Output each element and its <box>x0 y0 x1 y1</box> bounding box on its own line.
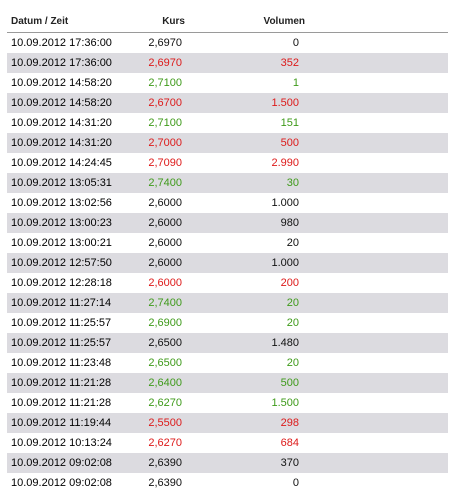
trade-price: 2,5500 <box>148 417 182 429</box>
trade-datetime: 10.09.2012 13:00:21 <box>11 237 112 249</box>
table-row <box>7 93 448 113</box>
table-row <box>7 133 448 153</box>
trade-datetime: 10.09.2012 11:27:14 <box>11 297 112 309</box>
trade-price: 2,7400 <box>148 177 182 189</box>
trade-volume: 1.480 <box>271 337 299 349</box>
table-row <box>7 153 448 173</box>
trade-price: 2,6900 <box>148 317 182 329</box>
trade-price: 2,6390 <box>148 477 182 489</box>
trade-price: 2,7100 <box>148 117 182 129</box>
table-row <box>7 433 448 453</box>
trade-volume: 500 <box>280 377 299 389</box>
trade-price: 2,6000 <box>148 237 182 249</box>
trade-price: 2,6270 <box>148 437 182 449</box>
table-row <box>7 53 448 73</box>
trade-volume: 0 <box>292 477 299 489</box>
trade-price: 2,7400 <box>148 297 182 309</box>
trade-price: 2,6000 <box>148 257 182 269</box>
trade-datetime: 10.09.2012 11:25:57 <box>11 317 112 329</box>
trade-datetime: 10.09.2012 14:31:20 <box>11 117 112 129</box>
trade-price: 2,6970 <box>148 37 182 49</box>
table-body <box>7 33 448 493</box>
trade-volume: 1.500 <box>271 397 299 409</box>
trade-datetime: 10.09.2012 12:57:50 <box>11 257 112 269</box>
trade-price: 2,6390 <box>148 457 182 469</box>
trade-volume: 1.000 <box>271 197 299 209</box>
trade-datetime: 10.09.2012 14:58:20 <box>11 77 112 89</box>
trade-price: 2,6400 <box>148 377 182 389</box>
trade-volume: 151 <box>280 117 299 129</box>
trade-price: 2,7000 <box>148 137 182 149</box>
trade-datetime: 10.09.2012 17:36:00 <box>11 37 112 49</box>
trade-price: 2,7090 <box>148 157 182 169</box>
column-header-price[interactable]: Kurs <box>162 16 185 27</box>
table-row <box>7 413 448 433</box>
trade-volume: 500 <box>280 137 299 149</box>
trade-datetime: 10.09.2012 13:00:23 <box>11 217 112 229</box>
column-header-datetime[interactable]: Datum / Zeit <box>11 16 69 27</box>
table-row <box>7 113 448 133</box>
table-row <box>7 73 448 93</box>
trade-volume: 20 <box>286 357 299 369</box>
table-row <box>7 173 448 193</box>
trade-volume: 298 <box>280 417 299 429</box>
trade-datetime: 10.09.2012 09:02:08 <box>11 477 112 489</box>
table-row <box>7 233 448 253</box>
trade-price: 2,6500 <box>148 337 182 349</box>
trade-volume: 1 <box>292 77 299 89</box>
trade-volume: 30 <box>286 177 299 189</box>
trade-datetime: 10.09.2012 12:28:18 <box>11 277 112 289</box>
trade-price: 2,6270 <box>148 397 182 409</box>
trade-volume: 20 <box>286 317 299 329</box>
trade-volume: 2.990 <box>271 157 299 169</box>
table-row <box>7 273 448 293</box>
table-row <box>7 313 448 333</box>
trade-price: 2,6000 <box>148 277 182 289</box>
trade-datetime: 10.09.2012 13:05:31 <box>11 177 112 189</box>
trade-price: 2,7100 <box>148 77 182 89</box>
trade-volume: 200 <box>280 277 299 289</box>
trade-volume: 1.500 <box>271 97 299 109</box>
trade-price: 2,6970 <box>148 57 182 69</box>
trades-table <box>7 10 448 493</box>
table-row <box>7 213 448 233</box>
trade-datetime: 10.09.2012 11:19:44 <box>11 417 112 429</box>
trade-volume: 20 <box>286 297 299 309</box>
trade-volume: 20 <box>286 237 299 249</box>
trade-datetime: 10.09.2012 14:58:20 <box>11 97 112 109</box>
table-row <box>7 333 448 353</box>
trade-datetime: 10.09.2012 11:21:28 <box>11 377 112 389</box>
trade-datetime: 10.09.2012 10:13:24 <box>11 437 112 449</box>
table-row <box>7 373 448 393</box>
table-row <box>7 453 448 473</box>
trade-datetime: 10.09.2012 11:23:48 <box>11 357 112 369</box>
table-row <box>7 193 448 213</box>
trade-price: 2,6000 <box>148 217 182 229</box>
trade-datetime: 10.09.2012 17:36:00 <box>11 57 112 69</box>
trade-volume: 352 <box>280 57 299 69</box>
table-row <box>7 293 448 313</box>
trade-datetime: 10.09.2012 11:25:57 <box>11 337 112 349</box>
trade-volume: 0 <box>292 37 299 49</box>
trade-price: 2,6500 <box>148 357 182 369</box>
trade-price: 2,6000 <box>148 197 182 209</box>
trade-volume: 684 <box>280 437 299 449</box>
trade-datetime: 10.09.2012 13:02:56 <box>11 197 112 209</box>
table-row <box>7 473 448 493</box>
table-row <box>7 393 448 413</box>
trade-volume: 370 <box>280 457 299 469</box>
table-row <box>7 33 448 53</box>
trade-datetime: 10.09.2012 11:21:28 <box>11 397 112 409</box>
table-row <box>7 353 448 373</box>
trade-datetime: 10.09.2012 09:02:08 <box>11 457 112 469</box>
table-row <box>7 253 448 273</box>
trade-price: 2,6700 <box>148 97 182 109</box>
trade-volume: 980 <box>280 217 299 229</box>
table-header <box>7 10 448 33</box>
trade-datetime: 10.09.2012 14:31:20 <box>11 137 112 149</box>
trade-datetime: 10.09.2012 14:24:45 <box>11 157 112 169</box>
trade-volume: 1.000 <box>271 257 299 269</box>
column-header-volume[interactable]: Volumen <box>263 16 305 27</box>
